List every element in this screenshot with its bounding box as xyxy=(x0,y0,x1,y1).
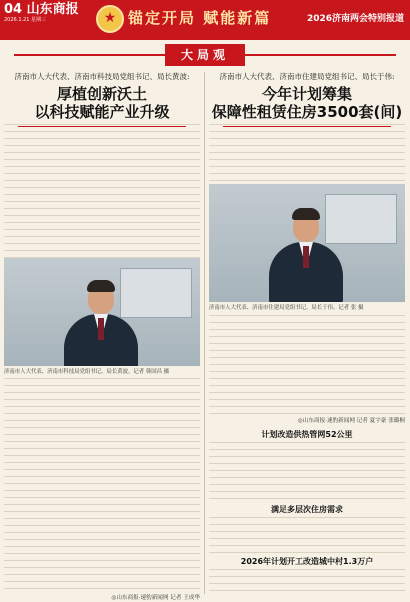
subhead-housing-demand: 满足多层次住房需求 xyxy=(271,505,343,514)
article-body-main xyxy=(4,378,200,594)
article-body-section-1 xyxy=(209,442,405,502)
column-divider xyxy=(204,72,205,594)
photo-background xyxy=(325,194,397,244)
section-banner-label: 大局观 xyxy=(165,44,245,66)
headline-line-2: 以科技赋能产业升级 xyxy=(34,103,170,121)
article-body-intro xyxy=(209,124,405,182)
page-label: 04 山东商报 xyxy=(4,2,79,17)
headline-line-1: 厚植创新沃土 xyxy=(56,85,147,103)
portrait-photo xyxy=(4,258,200,366)
body-text-placeholder xyxy=(209,442,405,502)
headline-line-2: 保障性租赁住房3500套(间) xyxy=(211,103,403,121)
body-text-placeholder xyxy=(4,124,200,258)
article-body-section-3 xyxy=(209,569,405,591)
masthead-slogan: 锚定开局 赋能新篇 xyxy=(128,9,272,27)
photo-figure-tie xyxy=(98,318,104,340)
body-text-placeholder xyxy=(209,315,405,415)
subhead-heating-pipes: 计划改造供热管网52公里 xyxy=(261,430,353,439)
subhead-urban-village: 2026年计划开工改造城中村1.3万户 xyxy=(240,557,374,566)
article-left xyxy=(4,72,200,601)
photo-caption: 济南市人大代表、济南市科技局党组书记、局长黄波。记者 韩国昌 摄 xyxy=(4,369,170,375)
article-body-intro xyxy=(4,124,200,258)
portrait-photo xyxy=(209,184,405,302)
article-headline xyxy=(4,85,200,121)
body-text-placeholder xyxy=(209,569,405,591)
section-banner xyxy=(0,44,410,66)
body-text-placeholder xyxy=(209,124,405,182)
article-byline: ◎山东商报·速豹新闻网 记者 夏宇豪 张璐桐 xyxy=(297,418,405,424)
article-kicker: 济南市人大代表、济南市科技局党组书记、局长黄波: xyxy=(14,72,190,81)
article-right xyxy=(209,72,405,566)
article-headline xyxy=(209,85,405,121)
article-kicker: 济南市人大代表、济南市住建局党组书记、局长于伟: xyxy=(219,72,395,81)
body-text-placeholder xyxy=(209,517,405,554)
masthead-left xyxy=(4,2,92,24)
photo-figure-hair xyxy=(292,208,320,220)
photo-figure-tie xyxy=(303,246,309,268)
article-body-section-2 xyxy=(209,517,405,554)
headline-line-1: 今年计划筹集 xyxy=(261,85,352,103)
special-report-title: 2026济南两会特别报道 xyxy=(306,14,404,24)
photo-background xyxy=(120,268,192,318)
article-byline: ◎山东商报·速豹新闻网 记者 王成华 xyxy=(111,595,200,601)
masthead-meta: 2026.1.21 星期三 xyxy=(4,17,47,23)
article-body-main xyxy=(209,315,405,415)
body-text-placeholder xyxy=(4,378,200,594)
party-emblem-icon xyxy=(96,5,124,33)
photo-figure-hair xyxy=(87,280,115,292)
photo-caption: 济南市人大代表、济南市住建局党组书记、局长于伟。记者 张 摄 xyxy=(209,305,364,311)
masthead xyxy=(0,0,410,40)
